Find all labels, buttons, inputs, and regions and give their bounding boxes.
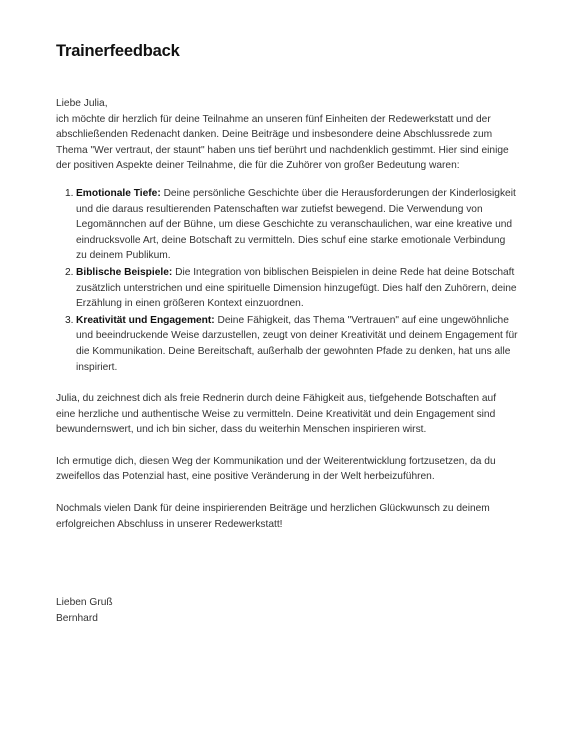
document-page <box>56 40 518 626</box>
list-item-heading: Biblische Beispiele: <box>76 266 173 278</box>
list-item-heading: Kreativität und Engagement: <box>76 314 215 326</box>
intro-text: ich möchte dir herzlich für deine Teilnahme an unseren fünf Einheiten der Redewerkstatt und der abschließenden Redenacht danken. Deine Beiträge und insbesondere deine Abschlussrede zum Thema "Wer vertraut, der staunt" haben uns tief berührt und nachdenklich gestimmt. Hier sind einige der positiven Aspekte deiner Teilnahme, die für die Zuhörer von großer Bedeutung waren: <box>56 113 509 172</box>
feedback-points-list <box>56 186 518 375</box>
list-item-number: 3. <box>65 314 74 326</box>
list-item-number: 2. <box>65 266 74 278</box>
signature-name: Bernhard <box>56 612 98 624</box>
closing-line: Lieben Gruß <box>56 597 113 609</box>
list-item <box>56 265 518 312</box>
paragraph-encouragement: Ich ermutige dich, diesen Weg der Kommunikation und der Weiterentwicklung fortzusetzen, da du zweifellos das Potenzial hast, eine positive Veränderung in der Welt herbeizuführen. <box>56 455 496 483</box>
paragraph-qualities: Julia, du zeichnest dich als freie Rednerin durch deine Fähigkeit aus, tiefgehende Botschaften auf eine herzliche und authentische Weise zu vermitteln. Deine Kreativität und dein Engagement sind bewundernswert, und ich bin sicher, dass du weiterhin Menschen inspirieren wirst. <box>56 393 497 436</box>
document-title: Trainerfeedback <box>56 42 180 60</box>
list-item-text: Deine Fähigkeit, das Thema "Vertrauen" auf eine ungewöhnliche und beeindruckende Weise darzustellen, zeugt von deiner Kreativität und deinem Engagement für die Kommunikation. Deine Bereitschaft, außerhalb der gewohnten Pfade zu denken, hat uns alle inspiriert. <box>76 314 518 373</box>
paragraph-thanks: Nochmals vielen Dank für deine inspirierenden Beiträge und herzlichen Glückwunsch zu deinem erfolgreichen Abschluss in unserer Redewerkstatt! <box>56 503 490 530</box>
greeting: Liebe Julia, <box>56 98 108 109</box>
list-item <box>56 186 518 264</box>
list-item-number: 1. <box>65 187 74 199</box>
list-item <box>56 313 518 375</box>
list-item-heading: Emotionale Tiefe: <box>76 187 161 199</box>
intro-paragraph <box>56 96 518 174</box>
list-item-text: Die Integration von biblischen Beispielen in deine Rede hat deine Botschaft zusätzlich unterstrichen und eine spirituelle Dimension hinzugefügt. Dies half den Zuhörern, deine Erzählung in einen größeren Kontext einzuordnen. <box>76 266 517 310</box>
list-item-text: Deine persönliche Geschichte über die Herausforderungen der Kinderlosigkeit und die daraus resultierenden Patenschaften war zutiefst bewegend. Die Verwendung von Legomännchen auf der Bühne, um diese Geschichte zu veranschaulichen, war eine kreative und eindrucksvolle Art, deine Botschaft zu vermitteln. Dies schuf eine starke emotionale Verbindung zu deinem Publikum. <box>76 187 516 262</box>
